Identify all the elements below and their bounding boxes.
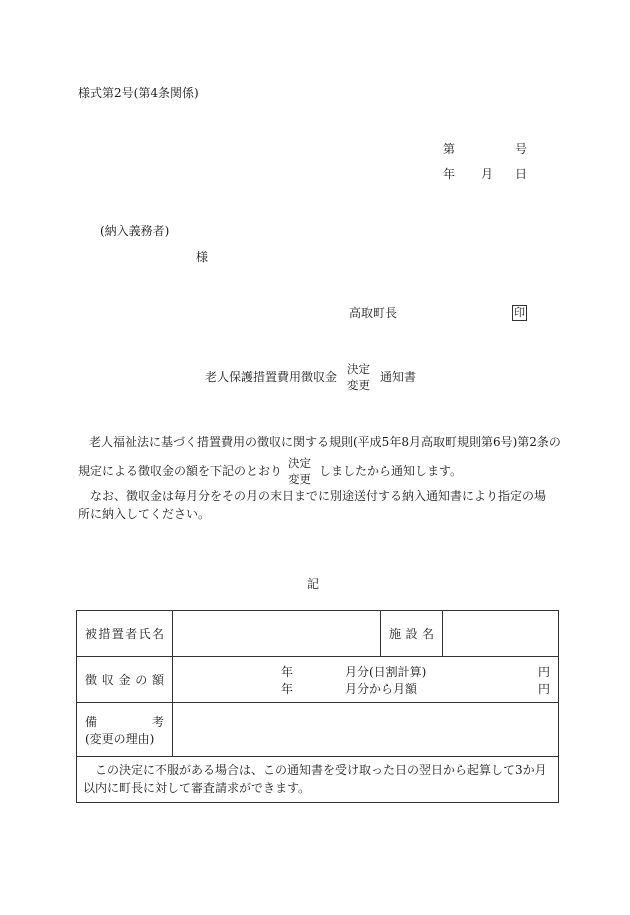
- amount-line-prorated: [181, 663, 550, 680]
- date-month: 月: [481, 167, 494, 181]
- p1-option-decision: 決定: [288, 456, 312, 470]
- body-paragraph-1-line-1: 老人福祉法に基づく措置費用の徴収に関する規則(平成5年8月高取町規則第6号)第2条の: [89, 435, 561, 449]
- date-day: 日: [515, 167, 528, 181]
- notice-cell: [77, 757, 559, 803]
- date-year: 年: [443, 167, 456, 181]
- addressee-role: (納入義務者): [100, 224, 170, 238]
- table-row-remarks: [77, 703, 559, 757]
- label-amount: 徴収金の額: [85, 673, 164, 687]
- table-row-amount: [77, 657, 559, 703]
- issuer-name: 高取町長: [349, 306, 398, 320]
- title-options: [347, 362, 370, 393]
- title-suffix: 通知書: [380, 370, 417, 385]
- label-facility-cell: [381, 611, 443, 657]
- appeal-notice: この決定に不服がある場合は、この通知書を受け取った日の翌日から起算して3か月以内に町長に対して審査請求ができます。: [83, 763, 547, 795]
- amount-row1-text: 月分(日割計算): [345, 664, 427, 679]
- p1-options: [288, 456, 311, 487]
- table-row-name: [77, 611, 559, 657]
- body-paragraph-2: なお、徴収金は毎月分をその月の末日までに別途送付する納入通知書により指定の場所に納入してください。: [78, 489, 547, 521]
- title-option-change: 変更: [347, 377, 371, 392]
- table-row-notice: [77, 757, 559, 803]
- doc-number-suffix: 号: [515, 142, 528, 156]
- ki-label: 記: [307, 577, 320, 591]
- seal-mark: [512, 305, 527, 321]
- p1-text-post: しましたから通知します。: [319, 464, 463, 479]
- label-remarks: 備考: [85, 714, 164, 729]
- amount-row2-unit: 円: [537, 681, 550, 696]
- label-remarks-cell: [77, 703, 173, 757]
- label-recipient-name: 被措置者氏名: [85, 627, 164, 641]
- form-number: 様式第2号(第4条関係): [78, 86, 199, 100]
- label-amount-cell: [77, 657, 173, 703]
- body-paragraph-1-line-2: [78, 456, 462, 487]
- doc-number-prefix: 第: [443, 142, 456, 156]
- value-recipient-name[interactable]: [173, 611, 381, 657]
- amount-row1-year: 年: [280, 664, 293, 679]
- p1-option-change: 変更: [288, 471, 312, 486]
- p1-text-pre: 規定による徴収金の額を下記のとおり: [78, 464, 283, 479]
- amount-line-monthly: [181, 680, 550, 697]
- label-facility: 施設名: [389, 627, 434, 641]
- addressee-honorific: 様: [196, 250, 209, 264]
- document-title: [205, 362, 416, 393]
- details-table: [76, 610, 559, 803]
- label-remarks-reason: (変更の理由): [85, 731, 155, 746]
- value-facility[interactable]: [443, 611, 559, 657]
- value-amount[interactable]: [173, 657, 559, 703]
- amount-row2-text: 月分から月額: [345, 681, 418, 696]
- seal-label: 印: [514, 306, 525, 319]
- title-main: 老人保護措置費用徴収金: [205, 370, 338, 385]
- value-remarks[interactable]: [173, 703, 559, 757]
- amount-row2-year: 年: [280, 681, 293, 696]
- amount-row1-unit: 円: [537, 664, 550, 679]
- label-recipient-name-cell: [77, 611, 173, 657]
- title-option-decision: 決定: [347, 362, 371, 376]
